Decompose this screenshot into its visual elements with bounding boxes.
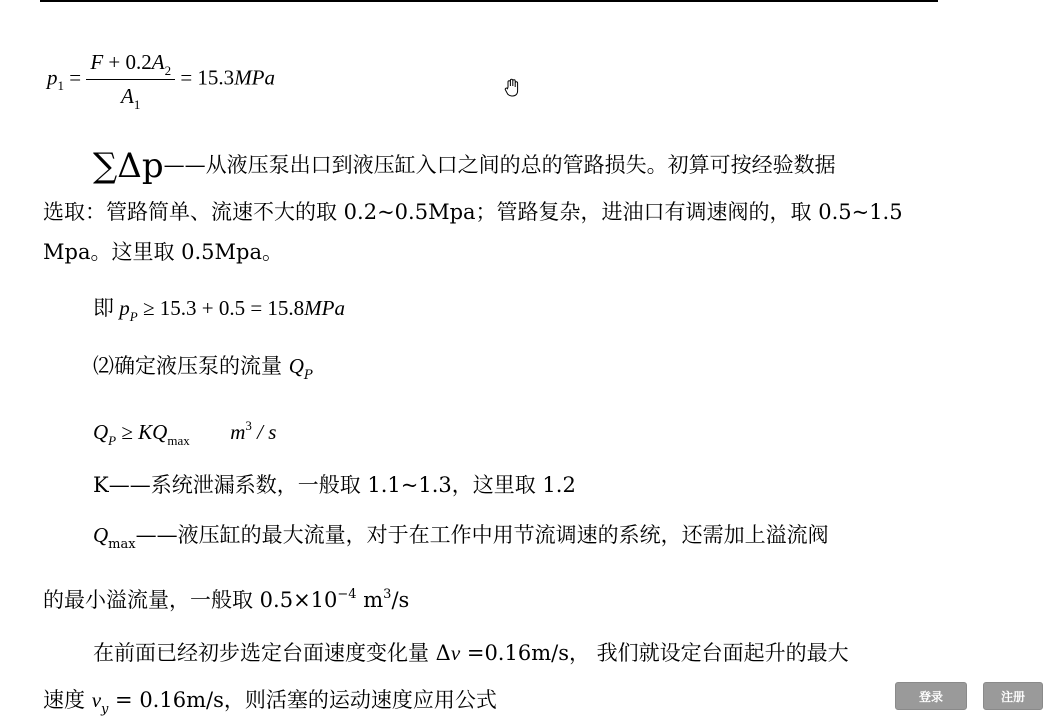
- qp-unit-m: m: [230, 420, 246, 444]
- p1-result: = 15.3: [180, 65, 235, 90]
- loss-paragraph-line2: 选取：管路简单、流速不大的取 0.2~0.5Mpa；管路复杂，进油口有调速阀的，取 0.5~1.5: [43, 200, 903, 224]
- formula-qp: [93, 418, 277, 448]
- qp-max-subscript: max: [167, 433, 190, 448]
- login-button[interactable]: 登录: [895, 682, 967, 710]
- p1-unit: MPa: [234, 65, 276, 90]
- k-definition-line: K——系统泄漏系数，一般取 1.1~1.3，这里取 1.2: [93, 473, 576, 497]
- step2-symbol: Q: [288, 354, 304, 378]
- qmax-symbol: Q: [93, 523, 109, 547]
- step2-heading: [93, 354, 313, 383]
- loss-paragraph-line1: [93, 144, 836, 186]
- fraction-denominator: $A_1$: [121, 84, 141, 112]
- qp-symbol: Q: [93, 420, 109, 444]
- pp-unit: MPa: [304, 296, 345, 320]
- qmax-paragraph-line1: [93, 523, 829, 552]
- formula-pp: [93, 292, 345, 322]
- p1-subscript: 1: [57, 78, 64, 94]
- register-button[interactable]: 注册: [983, 682, 1043, 710]
- speed-paragraph-line1: 在前面已经初步选定台面速度变化量 Δv =0.16m/s， 我们就设定台面起升的最大: [93, 641, 849, 665]
- pp-expression: ≥ 15.3 + 0.5 = 15.8: [137, 296, 305, 320]
- p1-symbol: p: [47, 65, 58, 90]
- qmax-subscript: max: [108, 537, 136, 552]
- qp-subscript: P: [108, 433, 117, 448]
- speed-paragraph-line2: 速度 $v_y = 0.16m/s$，则活塞的运动速度应用公式: [43, 688, 497, 717]
- formula-p1: [47, 50, 276, 112]
- step2-subscript: P: [303, 368, 313, 383]
- qmax-line1-text: ——液压缸的最大流量，对于在工作中用节流调速的系统，还需加上溢流阀: [135, 523, 829, 547]
- loss-line1-text: ——从液压泵出口到液压缸入口之间的总的管路损失。初算可按经验数据: [163, 153, 836, 177]
- fraction-numerator: $F + 0.2A_2$: [86, 50, 175, 80]
- qp-kq: KQ: [138, 420, 168, 444]
- p1-equals: =: [69, 65, 82, 90]
- qmax-paragraph-line2: 的最小溢流量，一般取 $0.5\times 10^{-4}$ $m^3/s$: [43, 587, 410, 612]
- step2-text: ⑵确定液压泵的流量: [93, 354, 289, 378]
- loss-paragraph-line3: Mpa。这里取 0.5Mpa。: [43, 240, 284, 264]
- p1-fraction: [86, 50, 175, 112]
- qp-unit-rest: / s: [251, 420, 277, 444]
- hand-cursor-icon: [503, 78, 521, 98]
- pp-subscript: P: [129, 309, 138, 324]
- qp-unit-exponent: 3: [245, 418, 252, 433]
- pp-prefix: 即: [93, 296, 120, 320]
- top-rule: [40, 0, 938, 2]
- pp-symbol: p: [119, 296, 130, 320]
- sum-delta-p-symbol: ∑Δp: [93, 146, 164, 186]
- qp-ge: ≥: [116, 420, 139, 444]
